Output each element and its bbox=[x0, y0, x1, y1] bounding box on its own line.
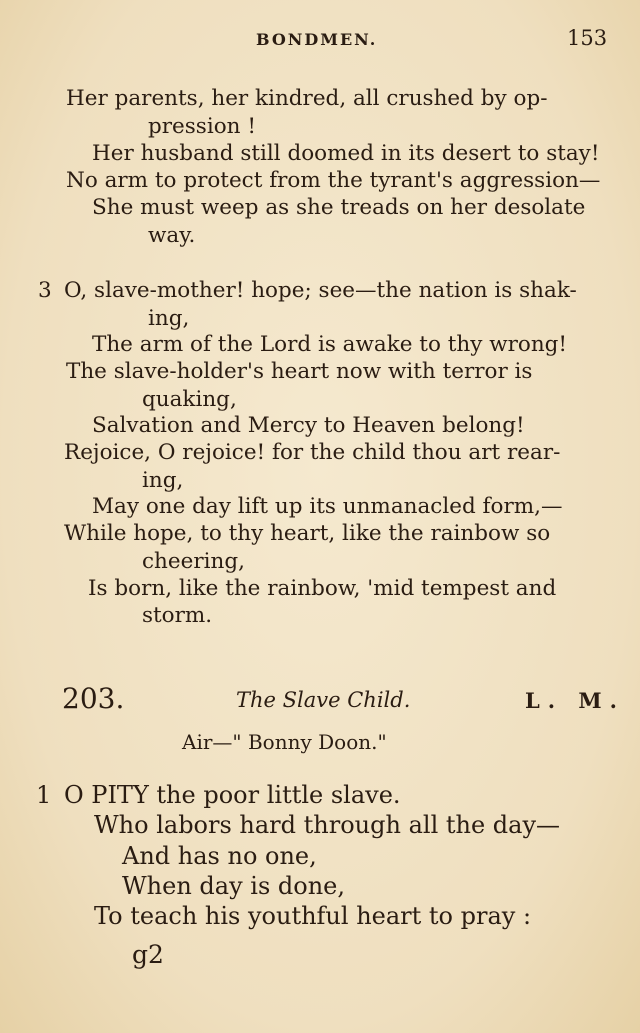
verse-line: The arm of the Lord is awake to thy wrong! bbox=[92, 332, 568, 357]
verse-line: quaking, bbox=[142, 387, 237, 412]
verse-line: To teach his youthful heart to pray : bbox=[94, 902, 532, 930]
verse-line: When day is done, bbox=[122, 872, 345, 900]
verse-line: No arm to protect from the tyrant's aggression— bbox=[66, 168, 601, 193]
verse-line: pression ! bbox=[148, 114, 256, 139]
hymn-title: The Slave Child. bbox=[236, 688, 411, 712]
page-number: 153 bbox=[567, 26, 608, 50]
verse-line: O PITY the poor little slave. bbox=[64, 781, 401, 809]
verse-number: 1 bbox=[36, 781, 52, 809]
verse-line: While hope, to thy heart, like the rainbow so bbox=[64, 521, 551, 546]
verse-number: 3 bbox=[38, 278, 52, 303]
verse-line: ing, bbox=[148, 306, 190, 331]
verse-line: cheering, bbox=[142, 549, 245, 574]
verse-line: way. bbox=[148, 223, 196, 248]
verse-line: Salvation and Mercy to Heaven belong! bbox=[92, 413, 525, 438]
verse-line: Who labors hard through all the day— bbox=[94, 811, 561, 839]
hymn-meter: L. M. bbox=[525, 688, 625, 713]
hymn-tune: Air—" Bonny Doon." bbox=[182, 730, 387, 754]
verse-line: May one day lift up its unmanacled form,— bbox=[92, 494, 563, 519]
verse-line: O, slave-mother! hope; see—the nation is shak- bbox=[64, 278, 577, 303]
page-header bbox=[0, 26, 640, 56]
verse-line: The slave-holder's heart now with terror is bbox=[66, 359, 533, 384]
running-head: BONDMEN. bbox=[256, 30, 378, 49]
verse-line: ing, bbox=[142, 468, 184, 493]
hymn-number: 203. bbox=[62, 682, 125, 715]
verse-line: Rejoice, O rejoice! for the child thou art rear- bbox=[64, 440, 561, 465]
verse-line: storm. bbox=[142, 603, 213, 628]
verse-line: Her parents, her kindred, all crushed by op- bbox=[66, 86, 548, 111]
signature-mark: g2 bbox=[132, 940, 164, 969]
verse-line: She must weep as she treads on her desolate bbox=[92, 195, 586, 220]
verse-line: Her husband still doomed in its desert to stay! bbox=[92, 141, 600, 166]
verse-line: Is born, like the rainbow, 'mid tempest and bbox=[88, 576, 557, 601]
verse-line: And has no one, bbox=[122, 842, 317, 870]
